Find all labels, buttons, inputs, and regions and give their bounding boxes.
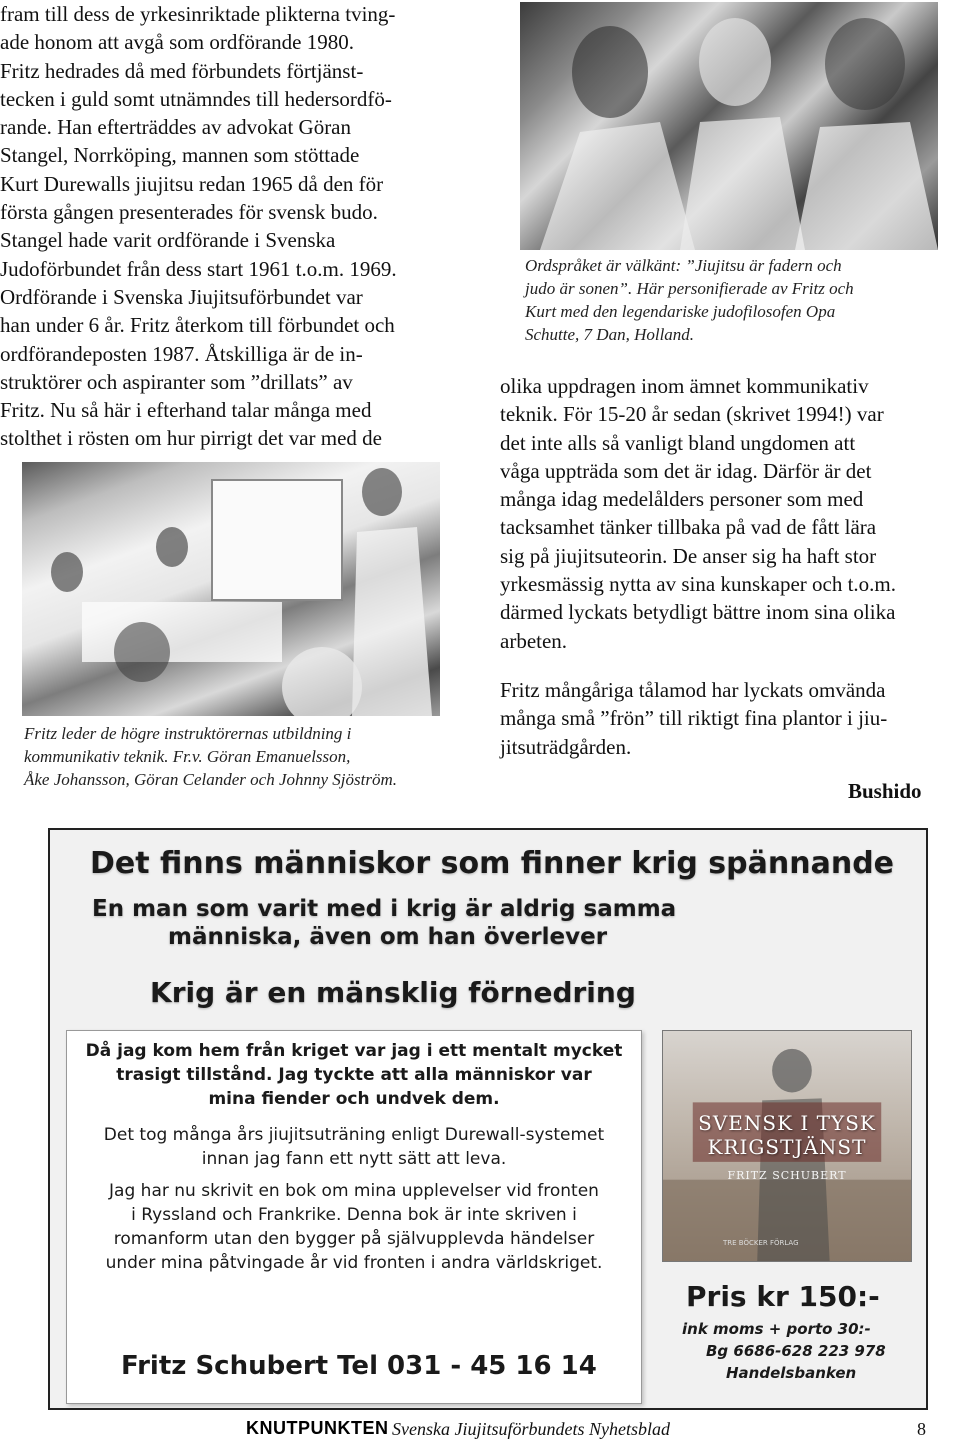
- photo-three-judoka: [520, 2, 938, 250]
- text-line: olika uppdragen inom ämnet kommunikativ: [500, 374, 869, 398]
- photo-top-caption: [525, 254, 935, 346]
- right-column-paragraph-2: [500, 676, 940, 761]
- text-line: tecken i guld somt utnämndes till hedersordfö-: [0, 86, 392, 111]
- photo-placeholder-graphic: [22, 462, 440, 716]
- text-line: jitsuträdgården.: [500, 734, 632, 759]
- page-number: 8: [917, 1419, 926, 1439]
- caption-line: Ordspråket är välkänt: ”Jiujitsu är fadern och: [525, 256, 842, 275]
- text-line: det inte alls så vanligt bland ungdomen att: [500, 430, 856, 455]
- ad-body-line: Då jag kom hem från kriget var jag i ett mentalt mycket: [85, 1041, 623, 1061]
- ad-body-box: [66, 1030, 642, 1404]
- ad-body-line: Det tog många års jiujitsuträning enligt Durewall-systemet: [103, 1125, 605, 1145]
- text-line: ade honom att avgå som ordförande 1980.: [0, 30, 354, 55]
- ad-body-line: mina fiender och undvek dem.: [208, 1089, 500, 1109]
- text-line: ordförandeposten 1987. Åtskilliga är de in-: [0, 341, 363, 366]
- footer-brand: KNUTPUNKTEN: [246, 1418, 389, 1438]
- caption-line: Schutte, 7 Dan, Holland.: [525, 325, 695, 344]
- text-line: stolthet i rösten om hur pirrigt det var med de: [0, 426, 382, 451]
- ad-body-line: Jag har nu skrivit en bok om mina upplevelser vid fronten: [109, 1181, 599, 1201]
- text-line: därmed lyckats betydligt bättre inom sina olika: [500, 600, 896, 625]
- ad-body-line: innan jag fann ett nytt sätt att leva.: [201, 1149, 507, 1169]
- text-line: yrkesmässig nytta av sina kunskaper och t.o.m.: [500, 572, 897, 597]
- right-column-paragraph-1: [500, 372, 960, 655]
- text-line: Fritz. Nu så här i efterhand talar många med: [0, 398, 372, 423]
- footer-subtitle: Svenska Jiujitsuförbundets Nyhetsblad: [392, 1419, 670, 1439]
- ad-headline-3: människa, även om han överlever: [168, 924, 608, 950]
- book-title-line: SVENSK I TYSK: [698, 1111, 876, 1135]
- ad-body-line: i Ryssland och Frankrike. Denna bok är inte skriven i: [131, 1205, 577, 1225]
- text-line: han under 6 år. Fritz återkom till förbundet och: [0, 313, 395, 338]
- caption-line: Kurt med den legendariske judofilosofen Opa: [525, 302, 836, 321]
- text-line: Fritz mångåriga tålamod har lyckats omvända: [500, 678, 886, 702]
- text-line: Stangel hade varit ordförande i Svenska: [0, 228, 336, 253]
- ad-headline-4: Krig är en mänsklig förnedring: [150, 976, 636, 1009]
- text-line: arbeten.: [500, 628, 568, 653]
- caption-line: kommunikativ teknik. Fr.v. Göran Emanuelsson,: [24, 747, 351, 766]
- photo-placeholder-graphic: [520, 2, 938, 250]
- text-line: struktörer och aspiranter som ”drillats” av: [0, 369, 353, 394]
- ad-contact: Fritz Schubert Tel 031 - 45 16 14: [121, 1351, 597, 1381]
- ad-headline-1: Det finns människor som finner krig spännande: [90, 846, 895, 881]
- text-line: sig på jiujitsuteorin. De anser sig ha haft stor: [500, 543, 877, 568]
- book-cover: [662, 1030, 912, 1262]
- book-publisher: TRE BÖCKER FÖRLAG: [723, 1239, 799, 1247]
- price-detail: ink moms + porto 30:-: [682, 1320, 871, 1338]
- book-author: FRITZ SCHUBERT: [727, 1169, 847, 1182]
- caption-line: Åke Johansson, Göran Celander och Johnny Sjöström.: [24, 770, 398, 789]
- text-line: Fritz hedrades då med förbundets förtjänst-: [0, 58, 364, 83]
- photo-classroom: [22, 462, 440, 716]
- photo-mid-caption: [24, 722, 474, 791]
- page-footer: [246, 1418, 946, 1442]
- price-detail: Bg 6686-628 223 978: [706, 1342, 886, 1360]
- text-line: fram till dess de yrkesinriktade plikterna tving-: [0, 2, 396, 26]
- book-title-line: KRIGSTJÄNST: [707, 1135, 867, 1159]
- price-main: Pris kr 150:-: [686, 1280, 880, 1313]
- book-title: [663, 1111, 911, 1159]
- ad-headline-2: En man som varit med i krig är aldrig samma: [92, 896, 677, 922]
- text-line: våga uppträda som det är idag. Därför är det: [500, 458, 872, 483]
- ad-body-line: romanform utan den bygger på självupplevda händelser: [113, 1229, 595, 1249]
- ad-body-line: trasigt tillstånd. Jag tyckte att alla människor var: [116, 1065, 592, 1085]
- text-line: tacksamhet tänker tillbaka på vad de fått lära: [500, 515, 877, 540]
- text-line: Ordförande i Svenska Jiujitsuförbundet var: [0, 284, 363, 309]
- caption-line: judo är sonen”. Här personifierade av Fritz och: [525, 279, 854, 298]
- text-line: många idag medelålders personer som med: [500, 487, 864, 512]
- author-signature: Bushido: [848, 779, 922, 803]
- caption-line: Fritz leder de högre instruktörernas utbildning i: [24, 724, 352, 743]
- text-line: teknik. För 15-20 år sedan (skrivet 1994!) var: [500, 402, 884, 427]
- text-line: Kurt Durewalls jiujitsu redan 1965 då den för: [0, 171, 384, 196]
- text-line: Stangel, Norrköping, mannen som stöttade: [0, 143, 360, 168]
- text-line: rande. Han efterträddes av advokat Göran: [0, 115, 352, 140]
- ad-body-line: under mina påtvingade år vid fronten i andra världskriget.: [105, 1253, 603, 1273]
- price-detail: Handelsbanken: [726, 1364, 857, 1382]
- book-advertisement: [48, 828, 928, 1410]
- text-line: Judoförbundet från dess start 1961 t.o.m. 1969.: [0, 256, 397, 281]
- left-column-text: [0, 0, 462, 453]
- text-line: många små ”frön” till riktigt fina plantor i jiu-: [500, 706, 888, 731]
- text-line: första gången presenterades för svensk budo.: [0, 200, 378, 225]
